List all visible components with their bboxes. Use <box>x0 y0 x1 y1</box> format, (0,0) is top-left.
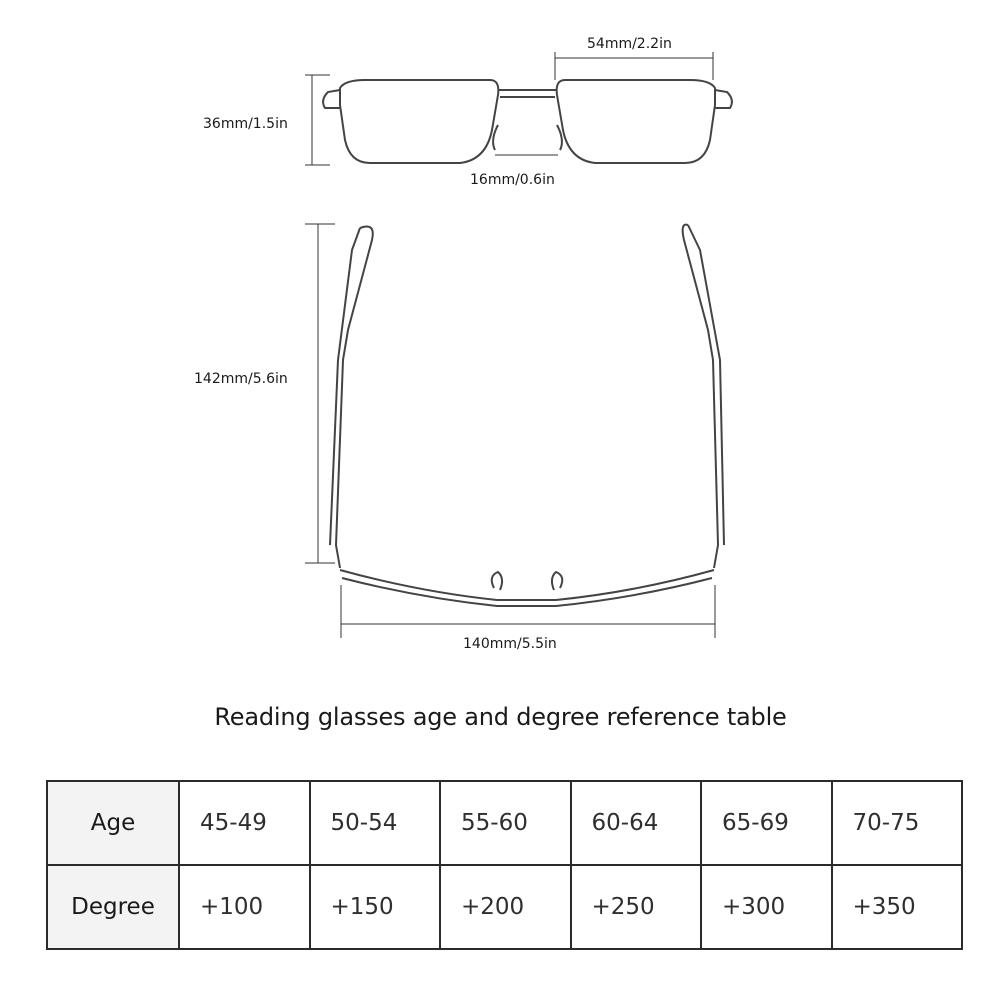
age-cell: 55-60 <box>440 781 571 865</box>
lens-height-label: 36mm/1.5in <box>203 116 288 132</box>
left-lens-frame <box>340 80 498 163</box>
frame-width-dim-line <box>341 585 715 638</box>
row-header-age: Age <box>47 781 179 865</box>
age-cell: 70-75 <box>832 781 963 865</box>
left-hinge <box>323 90 340 108</box>
right-temple <box>683 225 718 568</box>
degree-cell: +250 <box>571 865 702 949</box>
age-cell: 65-69 <box>701 781 832 865</box>
left-nose-pad <box>493 125 498 150</box>
age-row <box>47 781 962 865</box>
bridge <box>498 90 557 97</box>
left-temple-inner <box>330 228 360 545</box>
degree-cell: +300 <box>701 865 832 949</box>
left-temple <box>336 227 373 569</box>
age-degree-table <box>46 780 963 950</box>
bridge-width-label: 16mm/0.6in <box>470 172 555 188</box>
table-title: Reading glasses age and degree reference table <box>214 703 787 731</box>
temple-length-label: 142mm/5.6in <box>194 371 288 387</box>
row-header-degree: Degree <box>47 865 179 949</box>
degree-row <box>47 865 962 949</box>
age-cell: 50-54 <box>310 781 441 865</box>
lens-width-label: 54mm/2.2in <box>587 36 672 52</box>
degree-cell: +200 <box>440 865 571 949</box>
frame-top-view-inner <box>342 578 712 606</box>
age-cell: 45-49 <box>179 781 310 865</box>
lens-height-dim-line <box>305 75 330 165</box>
lens-width-dim-line <box>555 52 713 80</box>
age-cell: 60-64 <box>571 781 702 865</box>
degree-cell: +100 <box>179 865 310 949</box>
frame-top-view <box>340 570 714 600</box>
degree-cell: +350 <box>832 865 963 949</box>
right-lens-frame <box>557 80 715 163</box>
frame-width-label: 140mm/5.5in <box>463 636 557 652</box>
right-nose-pad <box>557 125 562 150</box>
degree-cell: +150 <box>310 865 441 949</box>
nose-pads-top-view <box>492 572 563 590</box>
right-hinge <box>715 90 732 108</box>
